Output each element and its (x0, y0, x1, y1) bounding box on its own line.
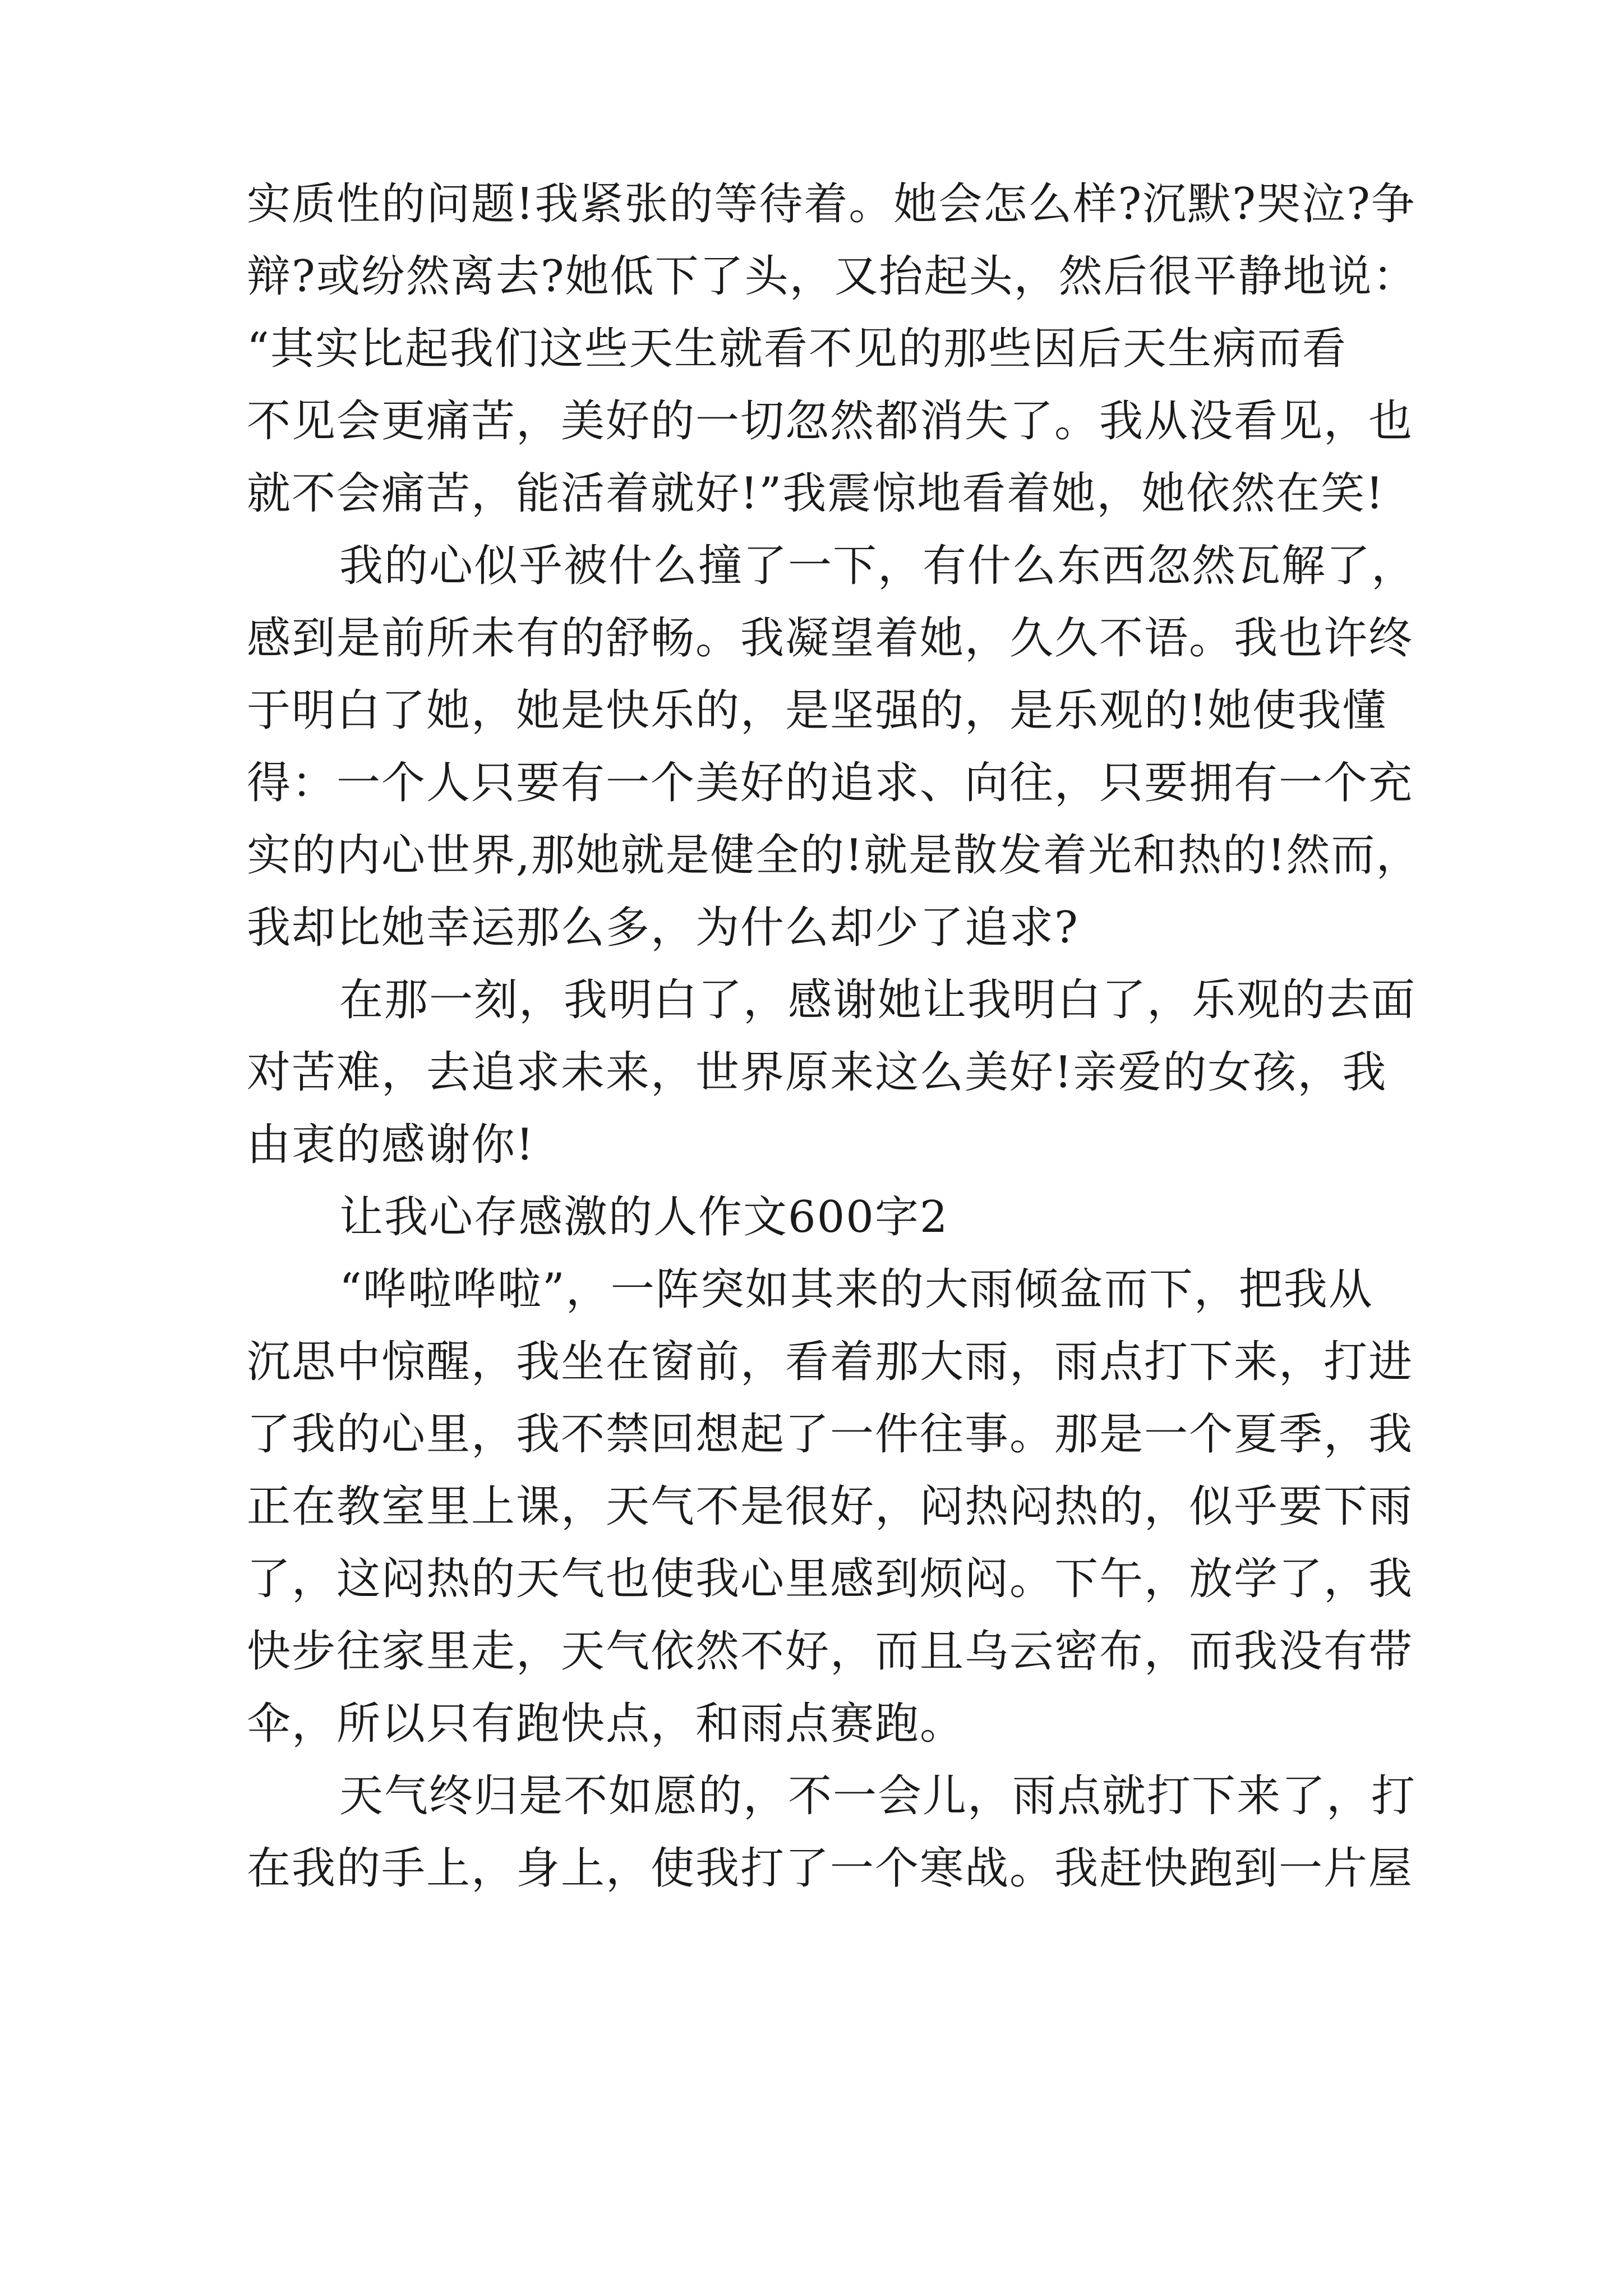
text-line: 在那一刻，我明白了，感谢她让我明白了，乐观的去面 (339, 975, 1417, 1025)
text-line: 了，这闷热的天气也使我心里感到烦闷。下午，放学了，我 (247, 1554, 1414, 1604)
text-line: 沉思中惊醒，我坐在窗前，看着那大雨，雨点打下来，打进 (247, 1337, 1414, 1387)
text-line: 在我的手上，身上，使我打了一个寒战。我赶快跑到一片屋 (247, 1843, 1414, 1894)
text-line: 辩?或纷然离去?她低下了头，又抬起头，然后很平静地说： (247, 251, 1418, 302)
text-line: 实的内心世界,那她就是健全的!就是散发着光和热的!然而， (247, 830, 1421, 881)
text-line: “其实比起我们这些天生就看不见的那些因后天生病而看 (247, 324, 1347, 374)
text-line: 得：一个人只要有一个美好的追求、向往，只要拥有一个充 (247, 758, 1414, 808)
text-line: 正在教室里上课，天气不是很好，闷热闷热的，似乎要下雨 (247, 1481, 1414, 1532)
text-line: 快步往家里走，天气依然不好，而且乌云密布，而我没有带 (247, 1626, 1414, 1677)
text-line: 于明白了她，她是快乐的，是坚强的，是乐观的!她使我懂 (247, 685, 1387, 736)
text-line: “哗啦哗啦”，一阵突如其来的大雨倾盆而下，把我从 (339, 1264, 1373, 1315)
text-line: 不见会更痛苦，美好的一切忽然都消失了。我从没看见，也 (247, 396, 1414, 447)
text-line: 我的心似乎被什么撞了一下，有什么东西忽然瓦解了， (339, 541, 1417, 591)
text-line: 由衷的感谢你! (247, 1120, 535, 1170)
text-line: 就不会痛苦，能活着就好!”我震惊地看着她，她依然在笑! (247, 468, 1385, 519)
section-heading: 让我心存感激的人作文600字2 (339, 1192, 949, 1243)
text-line: 天气终归是不如愿的，不一会儿，雨点就打下来了，打 (339, 1771, 1417, 1821)
text-line: 实质性的问题!我紧张的等待着。她会怎么样?沉默?哭泣?争 (247, 179, 1416, 229)
text-line: 伞，所以只有跑快点，和雨点赛跑。 (247, 1699, 965, 1749)
text-line: 感到是前所未有的舒畅。我凝望着她，久久不语。我也许终 (247, 613, 1414, 664)
document-page (247, 168, 1421, 1905)
text-line: 了我的心里，我不禁回想起了一件往事。那是一个夏季，我 (247, 1409, 1414, 1460)
text-line: 对苦难，去追求未来，世界原来这么美好!亲爱的女孩，我 (247, 1047, 1387, 1098)
text-line: 我却比她幸运那么多，为什么却少了追求? (247, 903, 1079, 953)
